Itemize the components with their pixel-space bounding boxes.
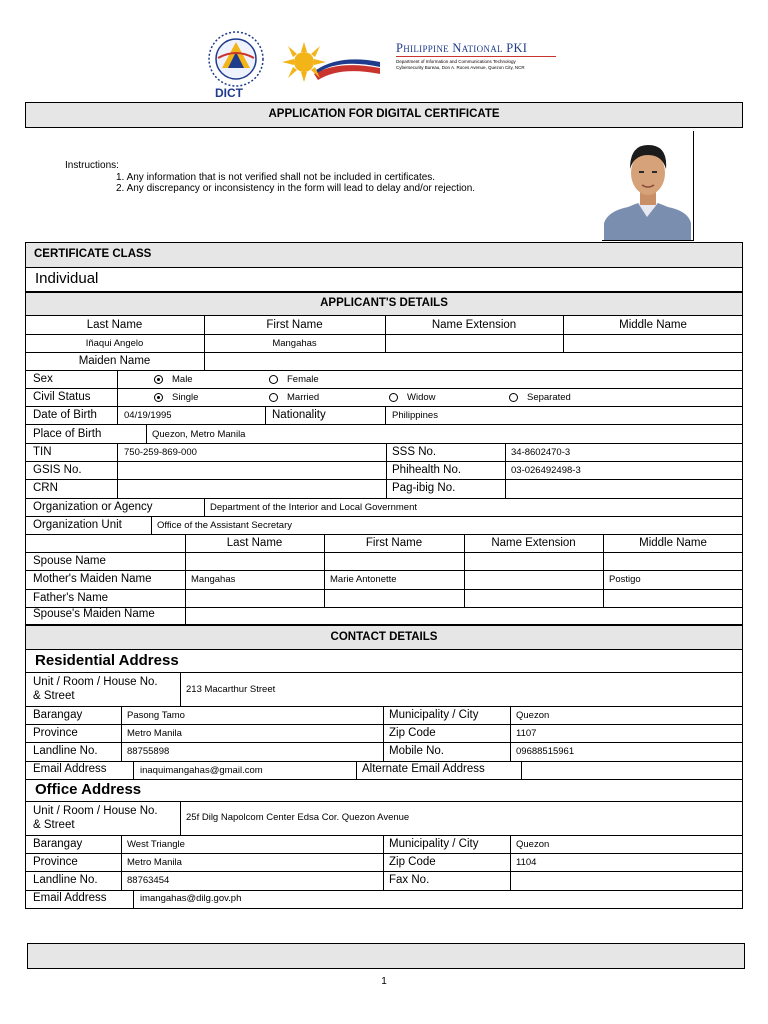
res-barangay-field[interactable]: Pasong Tamo [127,710,185,721]
father-name-label: Father's Name [33,592,109,604]
off-province-field[interactable]: Metro Manila [127,857,182,868]
mother-first-field[interactable]: Marie Antonette [330,574,397,585]
form-title-bar [25,102,743,128]
sun-logo [276,40,380,84]
pki-underline [396,56,556,57]
sex-male-radio[interactable] [154,375,163,384]
name-extension-field[interactable] [386,335,563,352]
res-alt-email-field[interactable] [522,762,743,779]
off-muni-label: Municipality / City [389,838,479,850]
off-unit-label-1: Unit / Room / House No. [33,805,158,817]
res-zip-label: Zip Code [389,727,436,739]
contact-details-header [25,625,743,650]
nationality-label: Nationality [272,409,326,421]
page-number: 1 [381,976,387,987]
instruction-1: 1. Any information that is not verified shall not be included in certificates. [116,172,436,183]
col-middle-name: Middle Name [619,319,687,331]
philhealth-field[interactable]: 03-026492498-3 [511,465,581,476]
sex-female-radio[interactable] [269,375,278,384]
mother-maiden-label: Mother's Maiden Name [33,573,152,585]
pki-logo [390,38,570,80]
col-last-name: Last Name [86,319,143,331]
crn-field[interactable] [118,480,386,498]
applicant-details-title: APPLICANT'S DETAILS [320,297,448,309]
res-street-field[interactable]: 213 Macarthur Street [186,684,276,695]
mother-middle-field[interactable]: Postigo [609,574,641,585]
family-col-first: First Name [365,537,423,549]
residential-title: Residential Address [35,652,179,669]
civil-status-label: Civil Status [33,391,91,403]
civil-separated-label: Separated [527,392,571,403]
off-fax-field[interactable] [511,872,743,890]
res-email-field[interactable]: inaquimangahas@gmail.com [140,765,263,776]
applicant-photo [602,131,694,241]
family-col-ext: Name Extension [491,537,576,549]
sss-field[interactable]: 34-8602470-3 [511,447,571,458]
civil-single-radio[interactable] [154,393,163,402]
res-mobile-label: Mobile No. [389,745,444,757]
org-unit-label: Organization Unit [33,519,122,531]
maiden-name-field[interactable] [205,353,743,370]
contact-details-title: CONTACT DETAILS [330,631,438,643]
off-barangay-field[interactable]: West Triangle [127,839,185,850]
off-zip-label: Zip Code [389,856,436,868]
civil-widow-radio[interactable] [389,393,398,402]
res-province-label: Province [33,727,78,739]
off-barangay-label: Barangay [33,838,83,850]
off-fax-label: Fax No. [389,874,430,886]
gsis-field[interactable] [118,462,386,479]
org-unit-field[interactable]: Office of the Assistant Secretary [157,520,292,531]
first-name-field[interactable]: Mangahas [272,338,317,349]
civil-married-radio[interactable] [269,393,278,402]
col-name-extension: Name Extension [431,319,517,331]
sss-label: SSS No. [392,446,437,458]
off-landline-label: Landline No. [33,874,98,886]
org-field[interactable]: Department of the Interior and Local Government [210,502,418,513]
res-landline-field[interactable]: 88755898 [127,746,170,757]
col-first-name: First Name [266,319,323,331]
off-province-label: Province [33,856,78,868]
civil-widow-label: Widow [407,392,436,403]
res-alt-email-label: Alternate Email Address [362,763,485,775]
dict-logo [204,28,268,100]
gsis-label: GSIS No. [33,464,82,476]
footer-bar [27,943,745,969]
res-landline-label: Landline No. [33,745,98,757]
pki-title: Philippine National PKI [396,41,528,55]
sex-male-label: Male [172,374,193,385]
certificate-class-label: CERTIFICATE CLASS [34,248,152,260]
certificate-class-row[interactable] [25,268,743,292]
res-unit-label-1: Unit / Room / House No. [33,676,158,688]
spouse-maiden-label: Spouse's Maiden Name [33,608,155,620]
pob-label: Place of Birth [33,428,102,440]
maiden-name-label: Maiden Name [78,355,151,367]
pagibig-field[interactable] [506,480,743,498]
pagibig-label: Pag-ibig No. [392,482,456,494]
mother-last-field[interactable]: Mangahas [191,574,236,585]
res-muni-field[interactable]: Quezon [516,710,550,721]
sex-label: Sex [33,373,53,385]
certificate-class-header [25,242,743,268]
instruction-2: 2. Any discrepancy or inconsistency in the form will lead to delay and/or rejection. [116,183,476,194]
philhealth-label: Phihealth No. [392,464,462,476]
off-zip-field[interactable]: 1104 [516,857,537,868]
res-zip-field[interactable]: 1107 [516,728,537,739]
last-name-field[interactable]: Iñaqui Angelo [85,338,144,349]
office-title: Office Address [35,781,142,798]
off-street-field[interactable]: 25f Dilg Napolcom Center Edsa Cor. Quezon Avenue [186,812,410,823]
res-muni-label: Municipality / City [389,709,479,721]
certificate-class-value: Individual [35,270,99,287]
tin-field[interactable]: 750-259-869-000 [124,447,197,458]
form-title: APPLICATION FOR DIGITAL CERTIFICATE [268,108,500,120]
res-barangay-label: Barangay [33,709,83,721]
tin-label: TIN [33,446,52,458]
spouse-name-label: Spouse Name [33,555,106,567]
res-email-label: Email Address [33,763,107,775]
res-province-field[interactable]: Metro Manila [127,728,182,739]
off-email-label: Email Address [33,892,107,904]
off-muni-field[interactable]: Quezon [516,839,550,850]
instructions-label: Instructions: [65,160,119,171]
dob-field[interactable]: 04/19/1995 [124,410,172,421]
nationality-field[interactable]: Philippines [392,410,438,421]
civil-separated-radio[interactable] [509,393,518,402]
pki-line1: Department of Information and Communications Technology [396,59,516,64]
off-unit-label-2: & Street [33,819,75,831]
civil-single-label: Single [172,392,199,403]
dob-label: Date of Birth [33,409,97,421]
off-email-field[interactable]: imangahas@dilg.gov.ph [140,893,242,904]
sex-female-label: Female [287,374,319,385]
pob-field[interactable]: Quezon, Metro Manila [152,429,246,440]
pki-line2: Cybersecurity Bureau, Don A. Roces Avenue, Quezon City, NCR [396,65,525,70]
res-mobile-field[interactable]: 09688515961 [516,746,575,757]
applicant-details-header [25,292,743,316]
civil-married-label: Married [287,392,320,403]
res-unit-label-2: & Street [33,690,75,702]
org-label: Organization or Agency [33,501,153,513]
family-col-middle: Middle Name [639,537,707,549]
middle-name-field[interactable] [564,335,743,352]
dict-text: DICT [215,86,243,100]
crn-label: CRN [33,482,58,494]
family-col-last: Last Name [226,537,283,549]
off-landline-field[interactable]: 88763454 [127,875,170,886]
